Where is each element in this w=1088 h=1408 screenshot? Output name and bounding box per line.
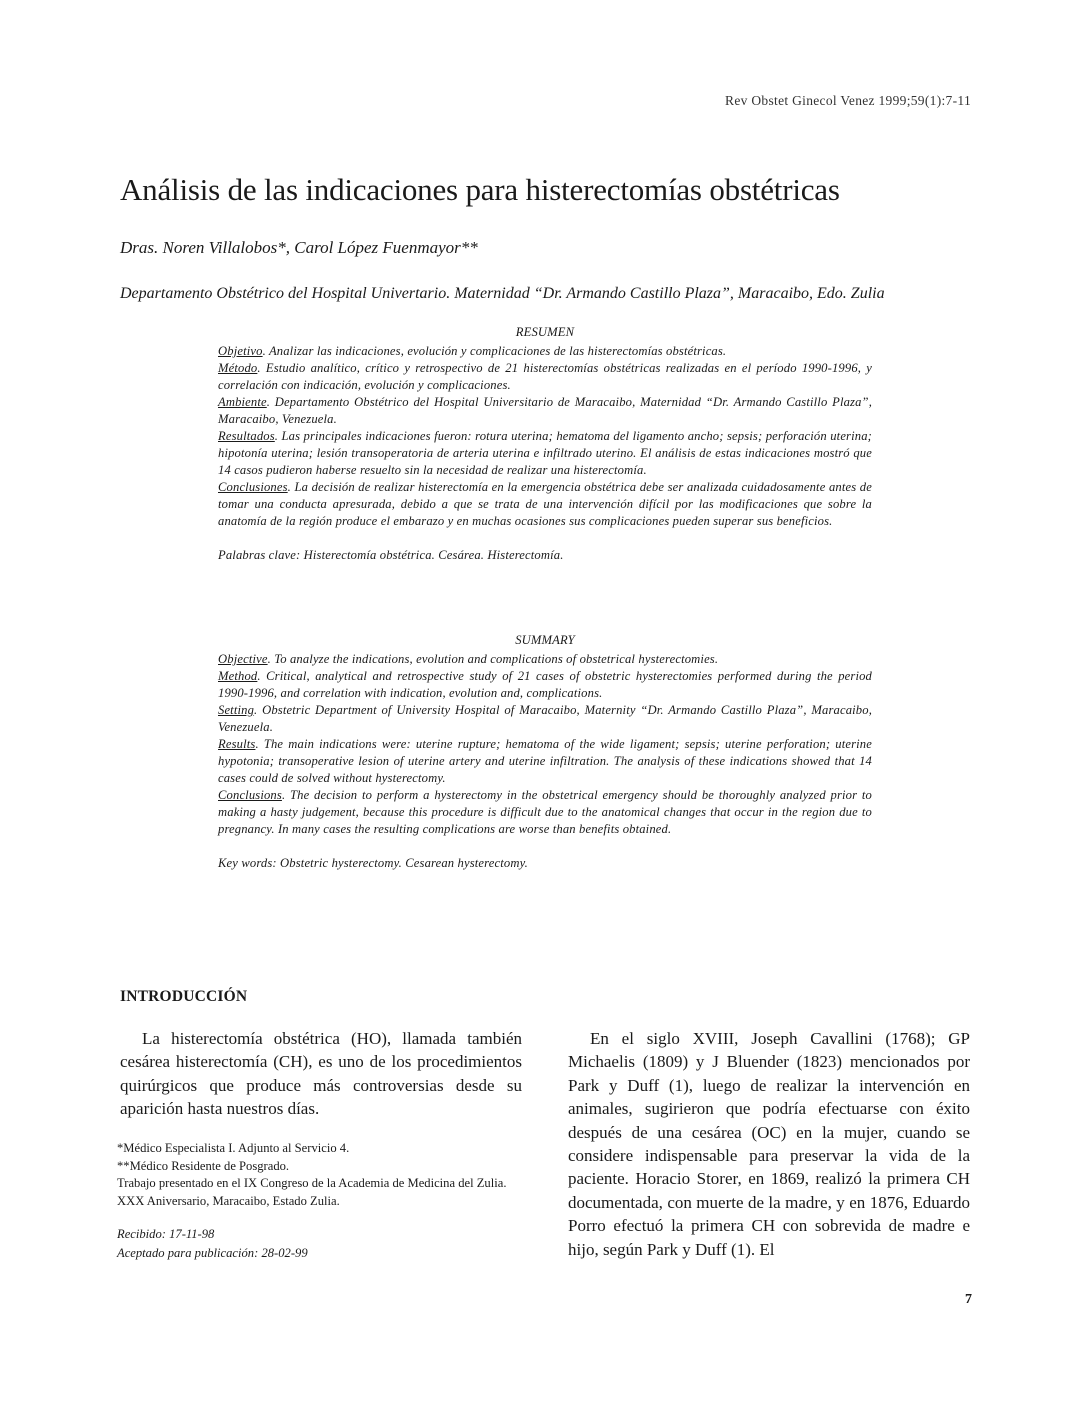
resumen-conclusiones-label: Conclusiones bbox=[218, 480, 288, 494]
summary-method bbox=[218, 668, 872, 702]
submission-dates bbox=[117, 1225, 308, 1263]
resumen-heading: RESUMEN bbox=[515, 325, 575, 339]
resumen-abstract bbox=[218, 324, 872, 564]
summary-results bbox=[218, 736, 872, 787]
resumen-metodo bbox=[218, 360, 872, 394]
section-heading-introduccion: INTRODUCCIÓN bbox=[120, 988, 248, 1005]
resumen-ambiente-label: Ambiente bbox=[218, 395, 267, 409]
resumen-keywords: Palabras clave: Histerectomía obstétrica. Cesárea. Histerectomía. bbox=[218, 548, 564, 562]
resumen-conclusiones bbox=[218, 479, 872, 530]
summary-keywords: Key words: Obstetric hysterectomy. Cesarean hysterectomy. bbox=[218, 856, 528, 870]
author-footnotes bbox=[117, 1140, 517, 1210]
summary-setting-label: Setting bbox=[218, 703, 255, 717]
summary-setting-text: . Obstetric Department of University Hospital of Maracaibo, Maternity “Dr. Armando Castillo Plaza”, Maracaibo, Venezuela. bbox=[218, 703, 872, 734]
footnote-2: **Médico Residente de Posgrado. bbox=[117, 1158, 290, 1173]
summary-conclusions bbox=[218, 787, 872, 838]
summary-method-text: . Critical, analytical and retrospective study of 21 cases of obstetric hysterectomies performed during the period 1990-1996, and correlation with indication, evolution and, complications. bbox=[218, 669, 872, 700]
resumen-metodo-label: Método bbox=[218, 361, 258, 375]
summary-objective bbox=[218, 651, 872, 668]
resumen-resultados bbox=[218, 428, 872, 479]
accepted-date: Aceptado para publicación: 28-02-99 bbox=[117, 1246, 308, 1260]
resumen-ambiente bbox=[218, 394, 872, 428]
article-title: Análisis de las indicaciones para histerectomías obstétricas bbox=[120, 172, 840, 207]
summary-results-text: . The main indications were: uterine rupture; hematoma of the wide ligament; sepsis; uterine perforation; uterine hypotonia; transoperative lesion of uterine artery and uterine infiltration. The analysis of these indications showed that 14 cases could de solved without hysterectomy. bbox=[218, 737, 872, 785]
page-number: 7 bbox=[965, 1292, 972, 1307]
resumen-objetivo bbox=[218, 343, 872, 360]
received-date: Recibido: 17-11-98 bbox=[117, 1227, 215, 1241]
article-authors: Dras. Noren Villalobos*, Carol López Fuenmayor** bbox=[120, 238, 478, 257]
body-column-left bbox=[120, 1027, 522, 1121]
article-affiliation: Departamento Obstétrico del Hospital Univertario. Maternidad “Dr. Armando Castillo Plaza”, Maracaibo, Edo. Zulia bbox=[120, 285, 885, 302]
resumen-conclusiones-text: . La decisión de realizar histerectomía en la emergencia obstétrica debe ser analizada cuidadosamente antes de tomar una conducta apresurada, debido a que se trata de una intervención difícil por las modificaciones que sobre la anatomía de la región produce el embarazo y en muchas ocasiones sus complicaciones pueden superar sus beneficios. bbox=[218, 480, 872, 528]
footnote-3: Trabajo presentado en el IX Congreso de la Academia de Medicina del Zulia. XXX Aniversario, Maracaibo, Estado Zulia. bbox=[117, 1176, 507, 1208]
intro-paragraph-2: En el siglo XVIII, Joseph Cavallini (1768); GP Michaelis (1809) y J Bluender (1823) mencionados por Park y Duff (1), luego de realizar la intervención en animales, sugirieron que podría efectuarse con éxito después de una cesárea (OC) en la mujer, cuando se considere indispensable para preservar la vida de la paciente. Horacio Storer, en 1869, realizó la primera CH documentada, con muerte de la madre, y en 1876, Eduardo Porro efectuó la primera CH con sobrevida de madre e hijo, según Park y Duff (1). El bbox=[568, 1029, 970, 1259]
summary-objective-label: Objective bbox=[218, 652, 268, 666]
resumen-metodo-text: . Estudio analítico, crítico y retrospectivo de 21 histerectomías obstétricas realizadas en el período 1990-1996, y correlación con indicación, evolución y complicaciones. bbox=[218, 361, 872, 392]
resumen-objetivo-text: . Analizar las indicaciones, evolución y complicaciones de las histerectomías obstétricas. bbox=[262, 344, 727, 358]
resumen-ambiente-text: . Departamento Obstétrico del Hospital Universitario de Maracaibo, Maternidad “Dr. Armando Castillo Plaza”, Maracaibo, Venezuela. bbox=[218, 395, 872, 426]
body-column-right bbox=[568, 1027, 970, 1261]
summary-abstract bbox=[218, 632, 872, 872]
summary-method-label: Method bbox=[218, 669, 258, 683]
resumen-resultados-text: . Las principales indicaciones fueron: rotura uterina; hematoma del ligamento ancho; sepsis; perforación uterina; hipotonía uterina; lesión transoperatoria de arteria uterina e infiltrado uterino. El análisis de estas indicaciones mostró que 14 casos pudieron haberse resuelto sin la necesidad de realizar una histerectomía. bbox=[218, 429, 872, 477]
intro-paragraph-1: La histerectomía obstétrica (HO), llamada también cesárea histerectomía (CH), es uno de los procedimientos quirúrgicos que produce más controversias desde su aparición hasta nuestros días. bbox=[120, 1029, 522, 1119]
summary-conclusions-label: Conclusions bbox=[218, 788, 282, 802]
summary-heading: SUMMARY bbox=[515, 633, 575, 647]
footnote-1: *Médico Especialista I. Adjunto al Servicio 4. bbox=[117, 1141, 350, 1155]
resumen-resultados-label: Resultados bbox=[218, 429, 275, 443]
summary-conclusions-text: . The decision to perform a hysterectomy in the obstetrical emergency should be thoroughly analyzed prior to making a hasty judgement, because this procedure is difficult due to the anatomical changes that occur in the region due to pregnancy. In many cases the resulting complications are worse than benefits obtained. bbox=[218, 788, 872, 836]
summary-setting bbox=[218, 702, 872, 736]
resumen-objetivo-label: Objetivo bbox=[218, 344, 263, 358]
summary-objective-text: . To analyze the indications, evolution and complications of obstetrical hysterectomies. bbox=[267, 652, 719, 666]
journal-citation: Rev Obstet Ginecol Venez 1999;59(1):7-11 bbox=[725, 93, 971, 108]
summary-results-label: Results bbox=[218, 737, 256, 751]
